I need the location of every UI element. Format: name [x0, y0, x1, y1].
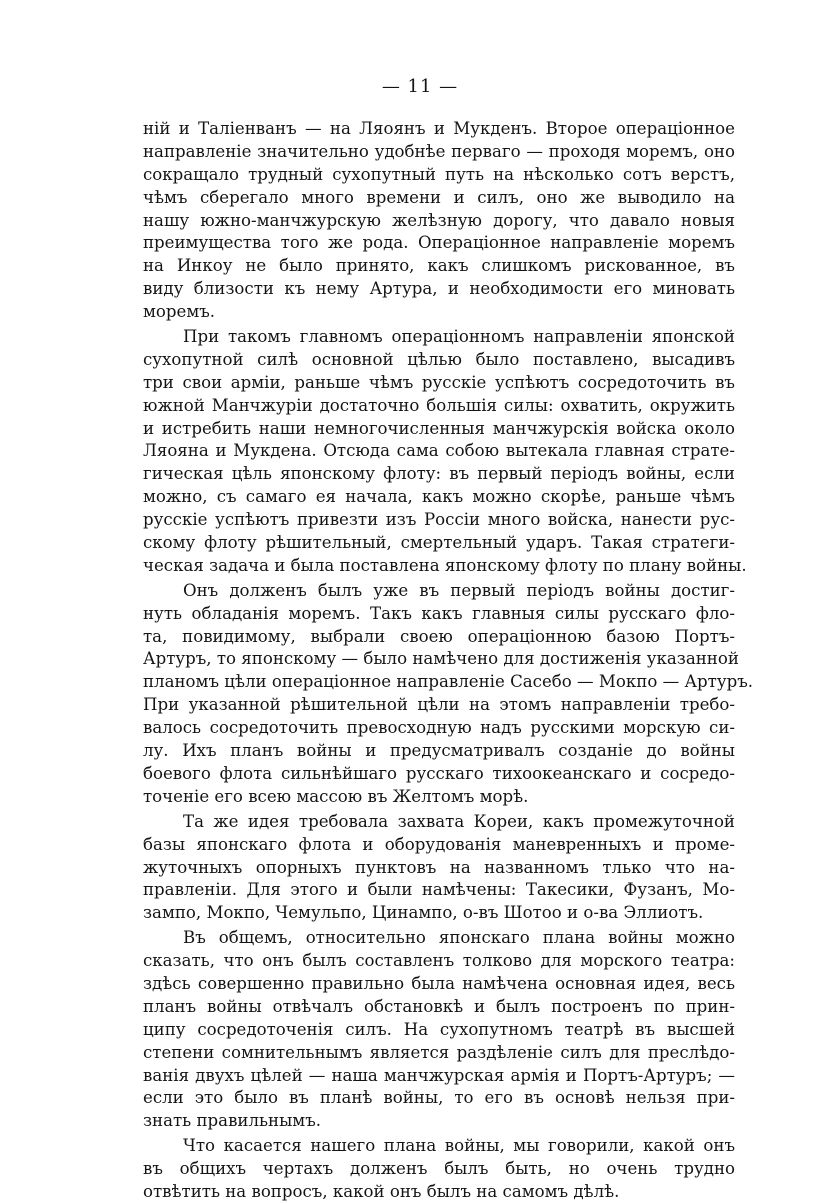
text-line: ческая задача и была поставлена японскому флоту по плану войны. — [143, 555, 747, 575]
text-line: та, повидимому, выбрали своею операціонною базою Портъ- — [143, 626, 735, 646]
text-line: планомъ цѣли операціонное направленіе Сасебо — Мокпо — Артуръ. — [143, 672, 754, 692]
text-line: Та же идея требовала захвата Кореи, какъ промежуточной — [183, 811, 735, 831]
text-line: сухопутной силѣ основной цѣлью было поставлено, высадивъ — [143, 349, 735, 369]
text-line: виду близости къ нему Артура, и необходимости его миновать — [143, 279, 735, 299]
text-line: три свои арміи, раньше чѣмъ русскіе успѣютъ сосредоточить въ — [143, 372, 735, 392]
text-line: если это было въ планѣ войны, то его въ основѣ нельзя при- — [143, 1088, 735, 1108]
text-line: русскіе успѣютъ привезти изъ Россіи много войска, нанести рус- — [143, 510, 735, 530]
text-line: скому флоту рѣшительный, смертельный ударъ. Такая стратеги- — [143, 533, 735, 553]
text-line: Ляояна и Мукдена. Отсюда сама собою вытекала главная страте- — [143, 441, 735, 461]
text-line: и истребить наши немногочисленныя манчжурскія войска около — [143, 418, 735, 438]
text-line: ванія двухъ цѣлей — наша манчжурская армія и Портъ-Артуръ; — — [143, 1065, 735, 1085]
text-line: валось сосредоточить превосходную надъ русскими морскую си- — [143, 718, 735, 738]
paragraph — [143, 118, 735, 324]
page-number: — 11 — — [381, 76, 459, 97]
text-line: нашу южно-манчжурскую желѣзную дорогу, что давало новыя — [143, 210, 735, 230]
paragraph — [143, 927, 735, 1133]
text-line: сказать, что онъ былъ составленъ толково для морского театра: — [143, 951, 735, 971]
text-line: боевого флота сильнѣйшаго русскаго тихоокеанскаго и сосредо- — [143, 763, 735, 783]
text-line: отвѣтить на вопросъ, какой онъ былъ на самомъ дѣлѣ. — [143, 1181, 620, 1201]
text-line: зампо, Мокпо, Чемульпо, Цинампо, о-въ Шотоо и о-ва Эллиотъ. — [143, 903, 704, 923]
text-line: Онъ долженъ былъ уже въ первый періодъ войны достиг- — [183, 580, 735, 600]
text-line: степени сомнительнымъ является раздѣленіе силъ для преслѣдо- — [143, 1042, 735, 1062]
text-line: на Инкоу не было принято, какъ слишкомъ рискованное, въ — [143, 256, 735, 276]
text-line: южной Манчжуріи достаточно большія силы: охватить, окружить — [143, 395, 735, 415]
text-line: въ общихъ чертахъ долженъ былъ быть, но очень трудно — [143, 1159, 735, 1179]
text-line: моремъ. — [143, 302, 216, 322]
text-line: базы японскаго флота и оборудованія маневренныхъ и проме- — [143, 834, 735, 854]
text-line: направленіе значительно удобнѣе перваго — проходя моремъ, оно — [143, 141, 735, 161]
text-line: Артуръ, то японскому — было намѣчено для достиженія указанной — [143, 649, 739, 669]
text-line: планъ войны отвѣчалъ обстановкѣ и былъ построенъ по прин- — [143, 996, 735, 1016]
text-line: можно, съ самаго ея начала, какъ можно скорѣе, раньше чѣмъ — [143, 487, 735, 507]
paragraph — [143, 326, 747, 578]
body-text — [143, 118, 754, 1204]
text-line: правленіи. Для этого и были намѣчены: Такесики, Фузанъ, Мо- — [143, 880, 735, 900]
text-line: При указанной рѣшительной цѣли на этомъ направленіи требо- — [143, 695, 735, 715]
text-line: ципу сосредоточенія силъ. На сухопутномъ театрѣ въ высшей — [143, 1019, 735, 1039]
text-line: жуточныхъ опорныхъ пунктовъ на названномъ тлько что на- — [143, 857, 735, 877]
text-line: преимущества того же рода. Операціонное направленіе моремъ — [143, 233, 735, 253]
text-line: лу. Ихъ планъ войны и предусматривалъ созданіе до войны — [143, 741, 735, 761]
text-line: гическая цѣль японскому флоту: въ первый періодъ войны, если — [143, 464, 735, 484]
text-line: Въ общемъ, относительно японскаго плана войны можно — [183, 928, 735, 948]
paragraph — [143, 580, 754, 809]
text-line: Что касается нашего плана войны, мы говорили, какой онъ — [183, 1136, 735, 1156]
text-line: нуть обладанія моремъ. Такъ какъ главныя силы русскаго фло- — [143, 603, 735, 623]
text-line: знать правильнымъ. — [143, 1111, 322, 1131]
paragraph — [143, 811, 735, 925]
text-line: точеніе его всею массою въ Желтомъ морѣ. — [143, 786, 529, 806]
text-line: ній и Таліенванъ — на Ляоянъ и Мукденъ. Второе операціонное — [143, 119, 735, 138]
text-line: чѣмъ сберегало много времени и силъ, оно же выводило на — [143, 187, 735, 207]
paragraph — [143, 1135, 735, 1204]
text-line: сокращало трудный сухопутный путь на нѣсколько сотъ верстъ, — [143, 164, 735, 184]
text-line: здѣсь совершенно правильно была намѣчена основная идея, весь — [143, 973, 735, 993]
text-line: При такомъ главномъ операціонномъ направленіи японской — [183, 327, 735, 347]
